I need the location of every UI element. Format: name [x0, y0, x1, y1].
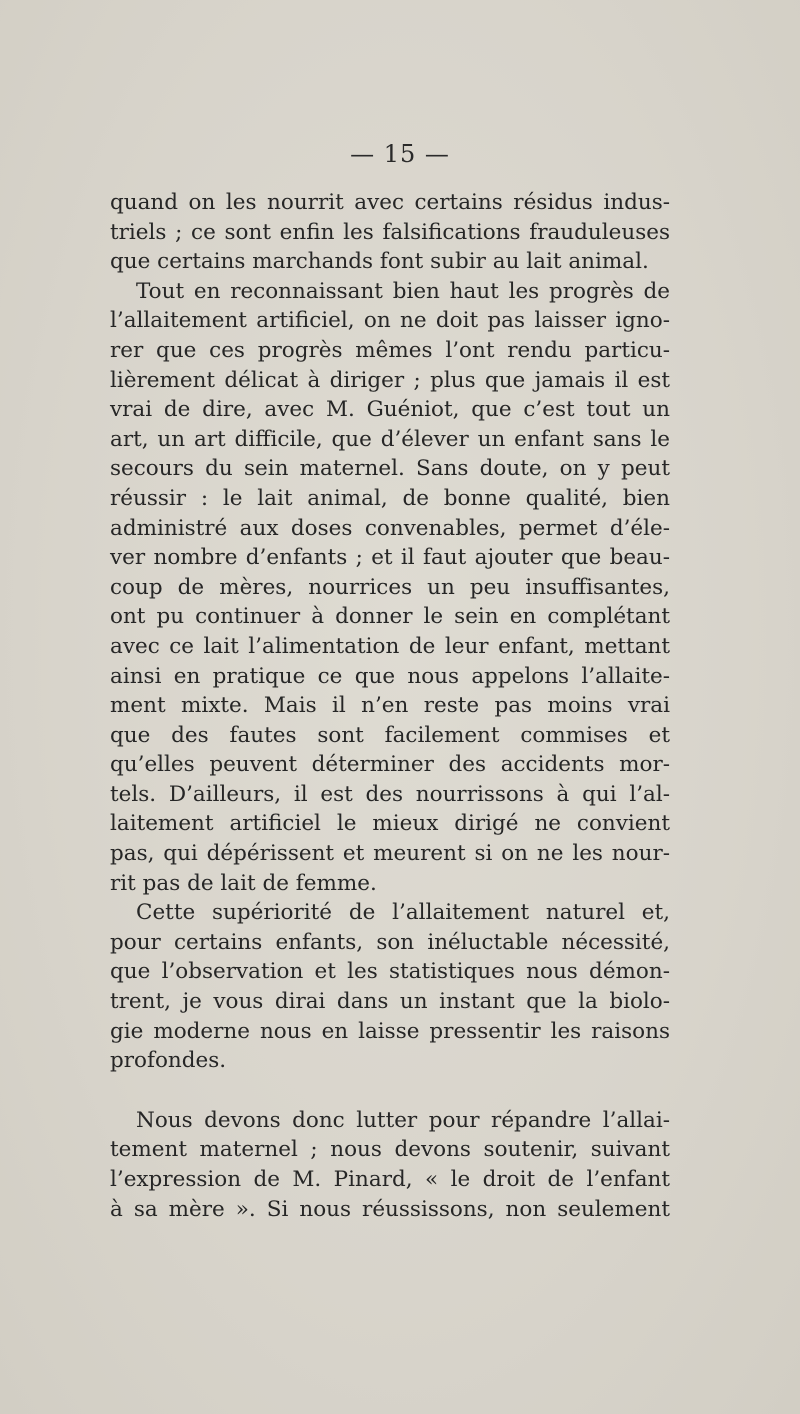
text-line: que des fautes sont facilement commises et [110, 722, 670, 748]
body-text [110, 188, 670, 1224]
text-line: coup de mères, nourrices un peu insuffisantes, [110, 574, 670, 600]
paragraph-gap [110, 1076, 670, 1106]
text-line: l’allaitement artificiel, on ne doit pas laisser igno- [110, 308, 670, 334]
text-line: à sa mère ». Si nous réussissons, non seulement [110, 1196, 670, 1222]
text-line: ment mixte. Mais il n’en reste pas moins vrai [110, 693, 670, 719]
text-line: secours du sein maternel. Sans doute, on y peut [110, 456, 670, 482]
text-line: administré aux doses convenables, permet d’éle- [110, 515, 670, 541]
text-line: quand on les nourrit avec certains résidus indus- [110, 190, 670, 215]
text-line: qu’elles peuvent déterminer des accidents mor- [110, 752, 670, 778]
text-line: l’expression de M. Pinard, « le droit de l’enfant [110, 1167, 670, 1192]
text-line: que l’observation et les statistiques nous démon- [110, 959, 670, 985]
text-line: Cette supériorité de l’allaitement naturel et, [136, 900, 670, 926]
text-line: rit pas de lait de femme. [110, 870, 377, 896]
text-line: vrai de dire, avec M. Guéniot, que c’est tout un [110, 397, 670, 423]
text-line: trent, je vous dirai dans un instant que la biolo- [110, 989, 670, 1015]
page-number: — 15 — [350, 140, 450, 168]
text-line: Tout en reconnaissant bien haut les progrès de [136, 278, 670, 304]
text-line: Nous devons donc lutter pour répandre l’allai- [136, 1107, 670, 1133]
text-line: rer que ces progrès mêmes l’ont rendu particu- [110, 337, 670, 363]
text-line: laitement artificiel le mieux dirigé ne convient [110, 811, 670, 837]
text-line: gie moderne nous en laisse pressentir les raisons [110, 1018, 670, 1044]
text-line: pas, qui dépérissent et meurent si on ne les nour- [110, 841, 670, 867]
text-line: réussir : le lait animal, de bonne qualité, bien [110, 485, 670, 511]
text-line: lièrement délicat à diriger ; plus que jamais il est [110, 367, 670, 393]
text-line: profondes. [110, 1048, 227, 1074]
text-line: triels ; ce sont enfin les falsifications frauduleuses [110, 219, 670, 245]
text-line: tels. D’ailleurs, il est des nourrissons à qui l’al- [110, 781, 670, 807]
text-line: art, un art difficile, que d’élever un enfant sans le [110, 426, 670, 452]
text-line: avec ce lait l’alimentation de leur enfant, mettant [110, 633, 670, 659]
text-line: ainsi en pratique ce que nous appelons l’allaite- [110, 663, 670, 689]
text-line: tement maternel ; nous devons soutenir, suivant [110, 1137, 670, 1163]
text-line: pour certains enfants, son inéluctable nécessité, [110, 929, 670, 955]
text-line: que certains marchands font subir au lait animal. [110, 249, 649, 275]
text-line: ont pu continuer à donner le sein en complétant [110, 604, 670, 630]
text-line: ver nombre d’enfants ; et il faut ajouter que beau- [110, 545, 670, 571]
